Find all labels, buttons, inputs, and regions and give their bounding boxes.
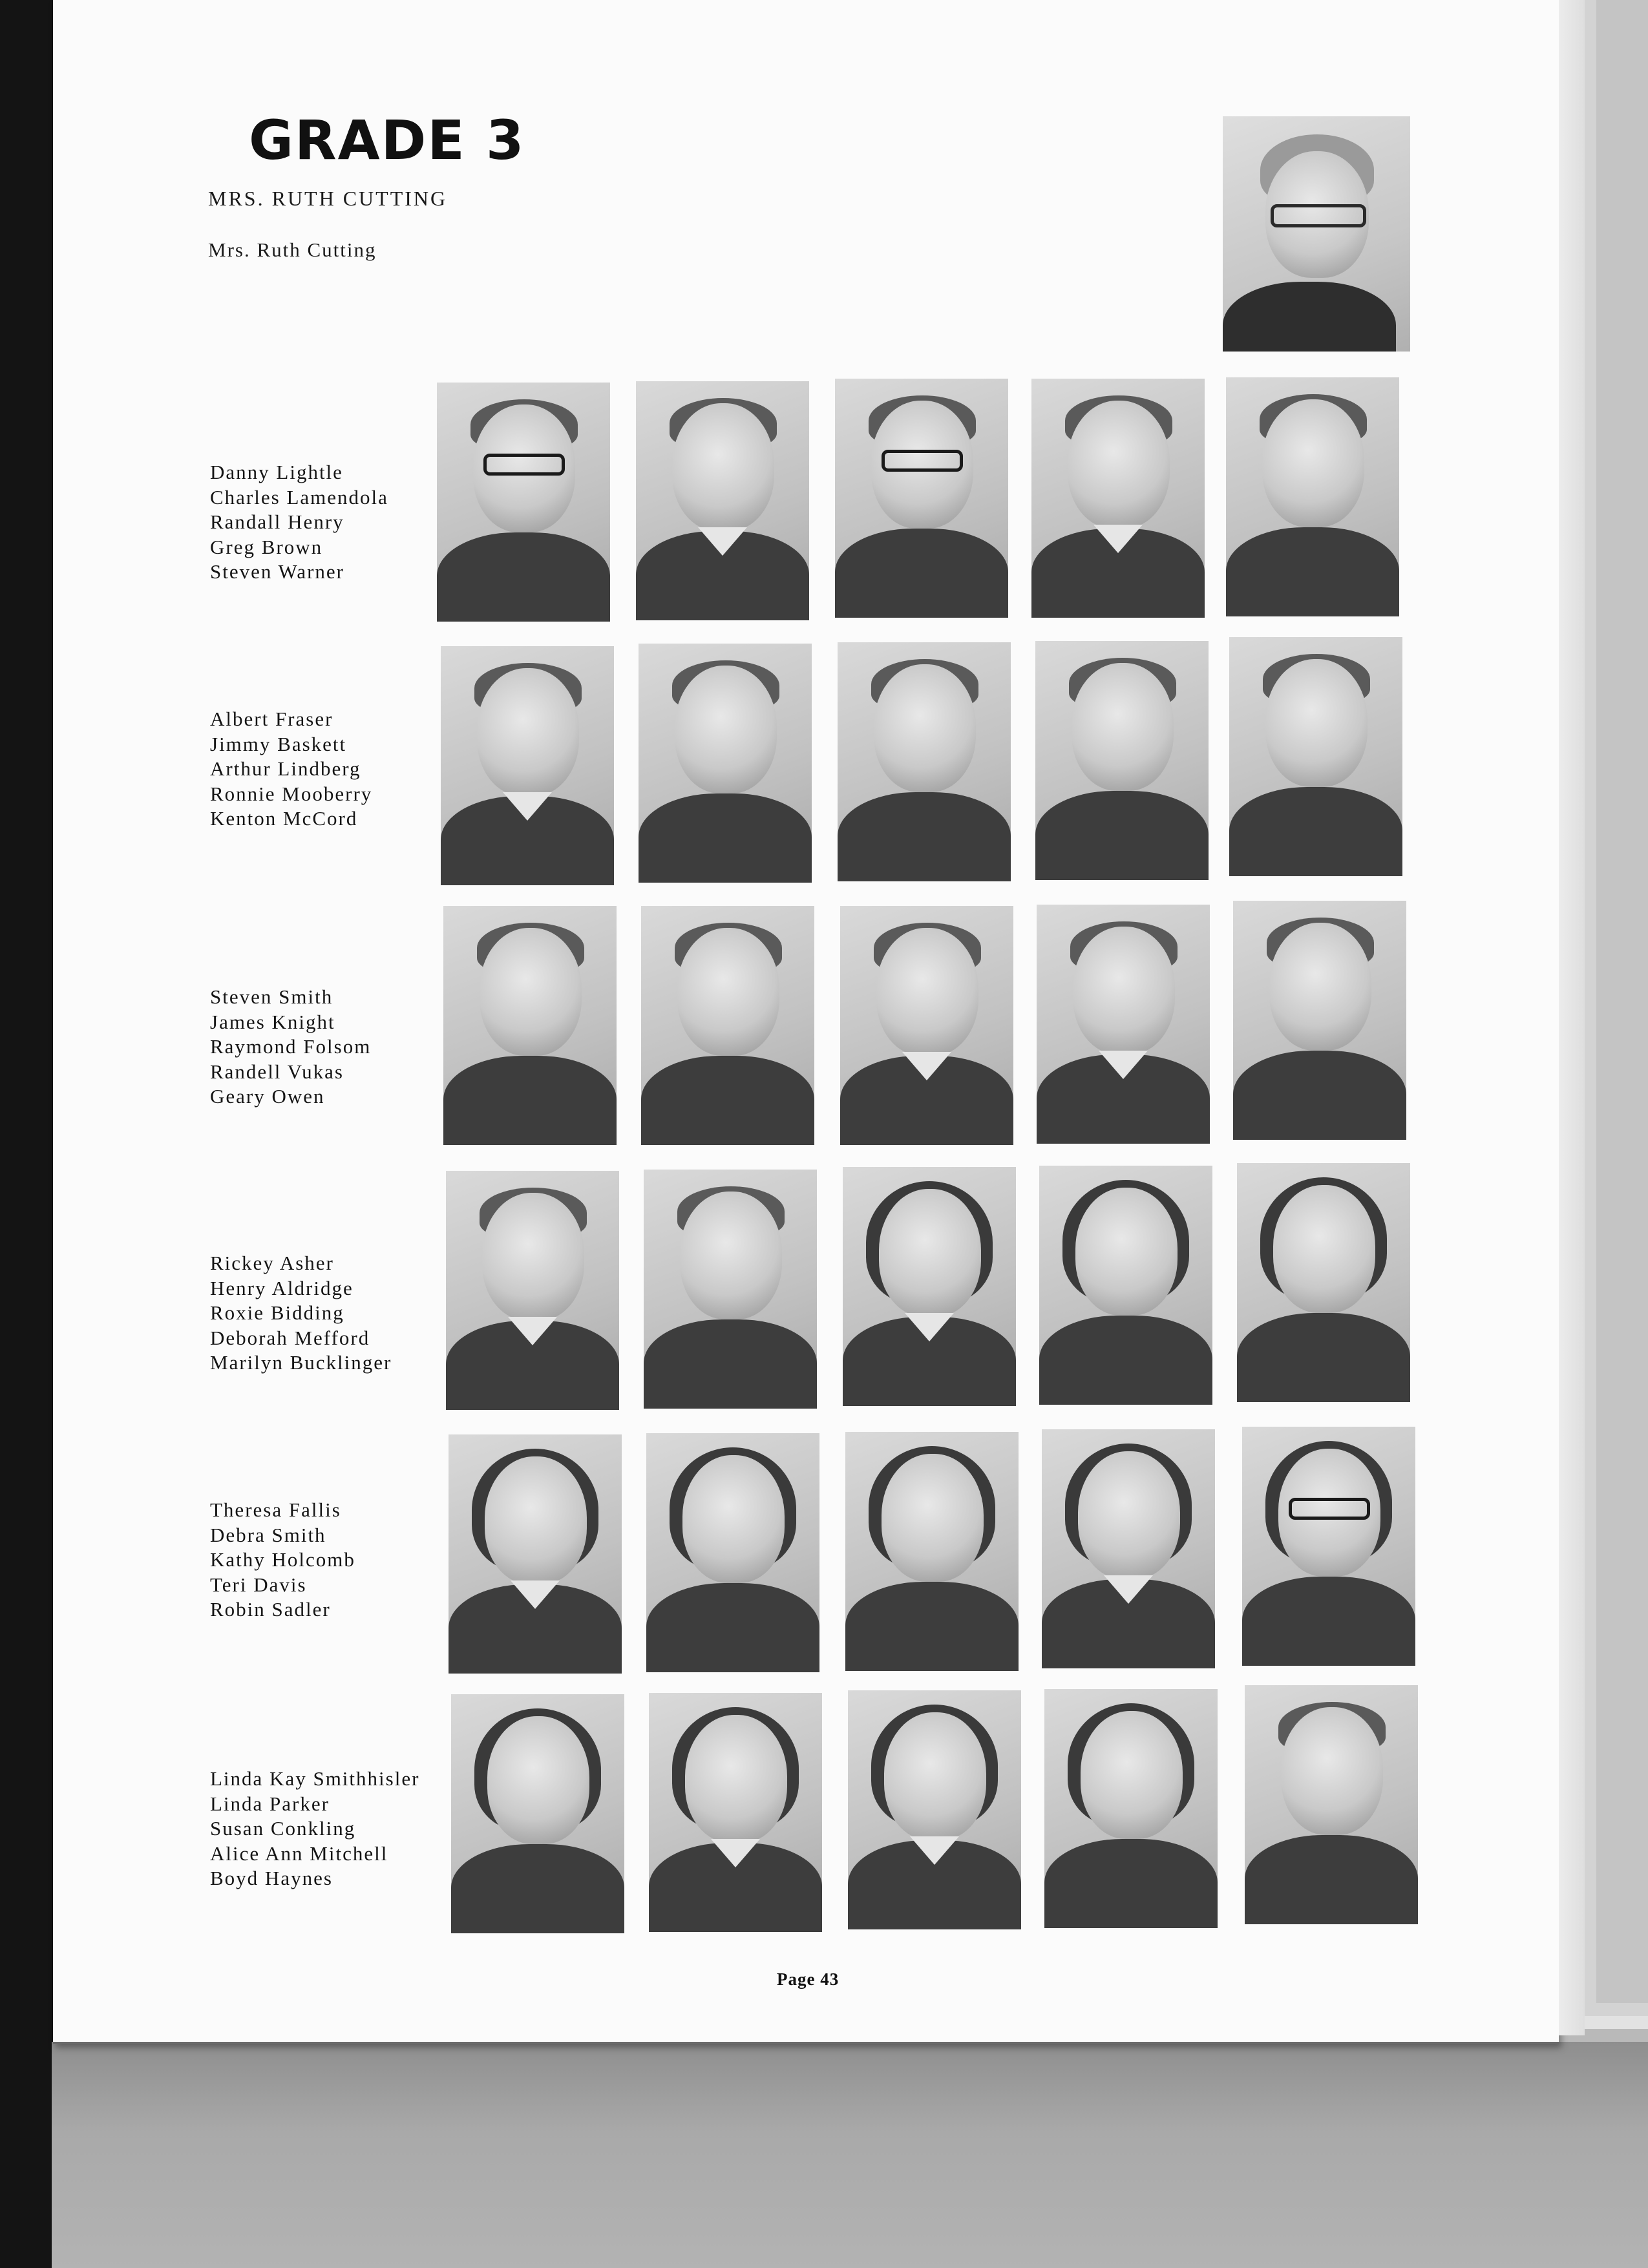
student-name: Raymond Folsom — [210, 1035, 372, 1058]
page-number: Page 43 — [777, 1969, 840, 1989]
student-name: Robin Sadler — [210, 1598, 331, 1621]
student-portrait — [639, 644, 812, 883]
teacher-portrait — [1223, 116, 1410, 352]
student-name: Steven Warner — [210, 560, 345, 583]
student-name: James Knight — [210, 1010, 335, 1033]
student-portrait — [644, 1170, 817, 1409]
student-portrait — [845, 1432, 1019, 1671]
student-portrait — [1226, 377, 1399, 616]
student-portrait — [441, 646, 614, 885]
student-name: Randall Henry — [210, 510, 344, 533]
student-portrait — [835, 379, 1008, 618]
student-portrait — [451, 1694, 624, 1933]
row-3-names — [210, 985, 371, 1109]
student-portrait — [1042, 1429, 1215, 1668]
student-name: Alice Ann Mitchell — [210, 1842, 388, 1865]
student-name: Rickey Asher — [210, 1252, 334, 1274]
student-name: Teri Davis — [210, 1573, 307, 1596]
student-name: Marilyn Bucklinger — [210, 1351, 392, 1374]
student-portrait — [649, 1693, 822, 1932]
student-name: Jimmy Baskett — [210, 732, 347, 755]
student-name: Kathy Holcomb — [210, 1548, 355, 1571]
scan-edge — [0, 0, 53, 2268]
student-portrait — [1229, 637, 1402, 876]
student-portrait — [1245, 1685, 1418, 1924]
student-portrait — [443, 906, 617, 1145]
student-portrait — [1242, 1427, 1415, 1666]
grade-title: GRADE 3 — [249, 109, 525, 172]
student-name: Charles Lamendola — [210, 485, 388, 509]
student-name: Randell Vukas — [210, 1060, 344, 1083]
teacher-heading: MRS. RUTH CUTTING — [208, 187, 448, 210]
student-name: Roxie Bidding — [210, 1301, 344, 1324]
scanner-bed — [52, 2042, 1648, 2268]
student-name: Arthur Lindberg — [210, 757, 361, 780]
student-portrait — [1044, 1689, 1218, 1928]
student-name: Geary Owen — [210, 1085, 325, 1108]
page-fold — [1559, 0, 1585, 2035]
student-portrait — [446, 1171, 619, 1410]
row-4-names — [210, 1251, 392, 1376]
student-name: Steven Smith — [210, 985, 333, 1008]
student-name: Albert Fraser — [210, 708, 333, 730]
student-portrait — [843, 1167, 1016, 1406]
back-page — [1596, 0, 1648, 2003]
student-portrait — [449, 1434, 622, 1674]
student-name: Greg Brown — [210, 535, 323, 558]
student-name: Boyd Haynes — [210, 1867, 333, 1889]
student-portrait — [840, 906, 1013, 1145]
student-name: Kenton McCord — [210, 807, 358, 830]
student-portrait — [1035, 641, 1209, 880]
student-name: Deborah Mefford — [210, 1326, 370, 1349]
student-name: Linda Parker — [210, 1792, 330, 1815]
student-portrait — [1237, 1163, 1410, 1402]
row-2-names — [210, 707, 372, 832]
student-name: Theresa Fallis — [210, 1498, 341, 1521]
student-name: Linda Kay Smithhisler — [210, 1767, 420, 1790]
student-portrait — [641, 906, 814, 1145]
student-portrait — [838, 642, 1011, 881]
teacher-caption: Mrs. Ruth Cutting — [208, 238, 377, 261]
student-name: Henry Aldridge — [210, 1276, 354, 1299]
student-portrait — [636, 381, 809, 620]
student-portrait — [1039, 1166, 1212, 1405]
row-5-names — [210, 1498, 355, 1622]
student-portrait — [1031, 379, 1205, 618]
row-6-names — [210, 1767, 419, 1891]
student-portrait — [1233, 901, 1406, 1140]
row-1-names — [210, 460, 388, 585]
student-name: Susan Conkling — [210, 1817, 356, 1840]
student-portrait — [848, 1690, 1021, 1929]
student-portrait — [646, 1433, 819, 1672]
student-name: Debra Smith — [210, 1523, 326, 1546]
yearbook-page — [53, 0, 1559, 2044]
student-name: Ronnie Mooberry — [210, 782, 373, 805]
student-portrait — [437, 383, 610, 622]
student-portrait — [1037, 905, 1210, 1144]
student-name: Danny Lightle — [210, 461, 343, 483]
